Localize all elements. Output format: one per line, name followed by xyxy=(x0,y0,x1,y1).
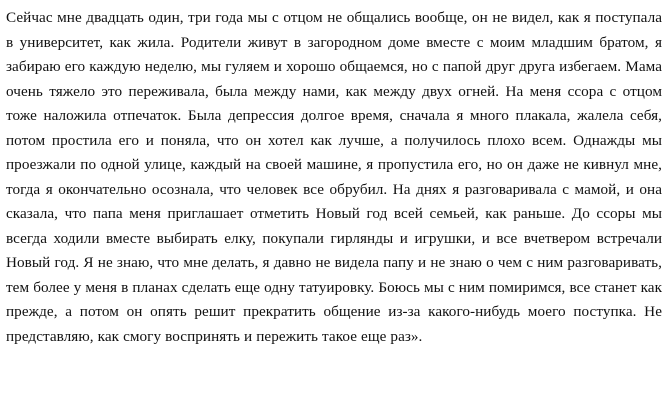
article-body-text: Сейчас мне двадцать один, три года мы с отцом не общались вообще, он не видел, как я поступала в университет, как жила. Родители живут в загородном доме вместе с моим младшим братом, я забираю его каждую неделю, мы гуляем и хорошо общаемся, но с папой друг друга избегаем. Мама очень тяжело это переживала, была между нами, как между двух огней. На меня ссора с отцом тоже наложила отпечаток. Была депрессия долгое время, сначала я много плакала, жалела себя, потом простила его и поняла, что он хотел как лучше, а получилось плохо всем. Однажды мы проезжали по одной улице, каждый на своей машине, я пропустила его, но он даже не кивнул мне, тогда я окончательно осознала, что человек все обрубил. На днях я разговаривала с мамой, и она сказала, что папа меня приглашает отметить Новый год всей семьей, как раньше. До ссоры мы всегда ходили вместе выбирать елку, покупали гирлянды и игрушки, и все вчетвером встречали Новый год. Я не знаю, что мне делать, я давно не видела папу и не знаю о чем с ним разговаривать, тем более у меня в планах сделать еще одну татуировку. Боюсь мы с ним помиримся, все станет как прежде, а потом он опять решит прекратить общение из-за какого-нибудь моего поступка. Не представляю, как смогу воспринять и пережить такое еще раз». xyxy=(6,9,662,345)
